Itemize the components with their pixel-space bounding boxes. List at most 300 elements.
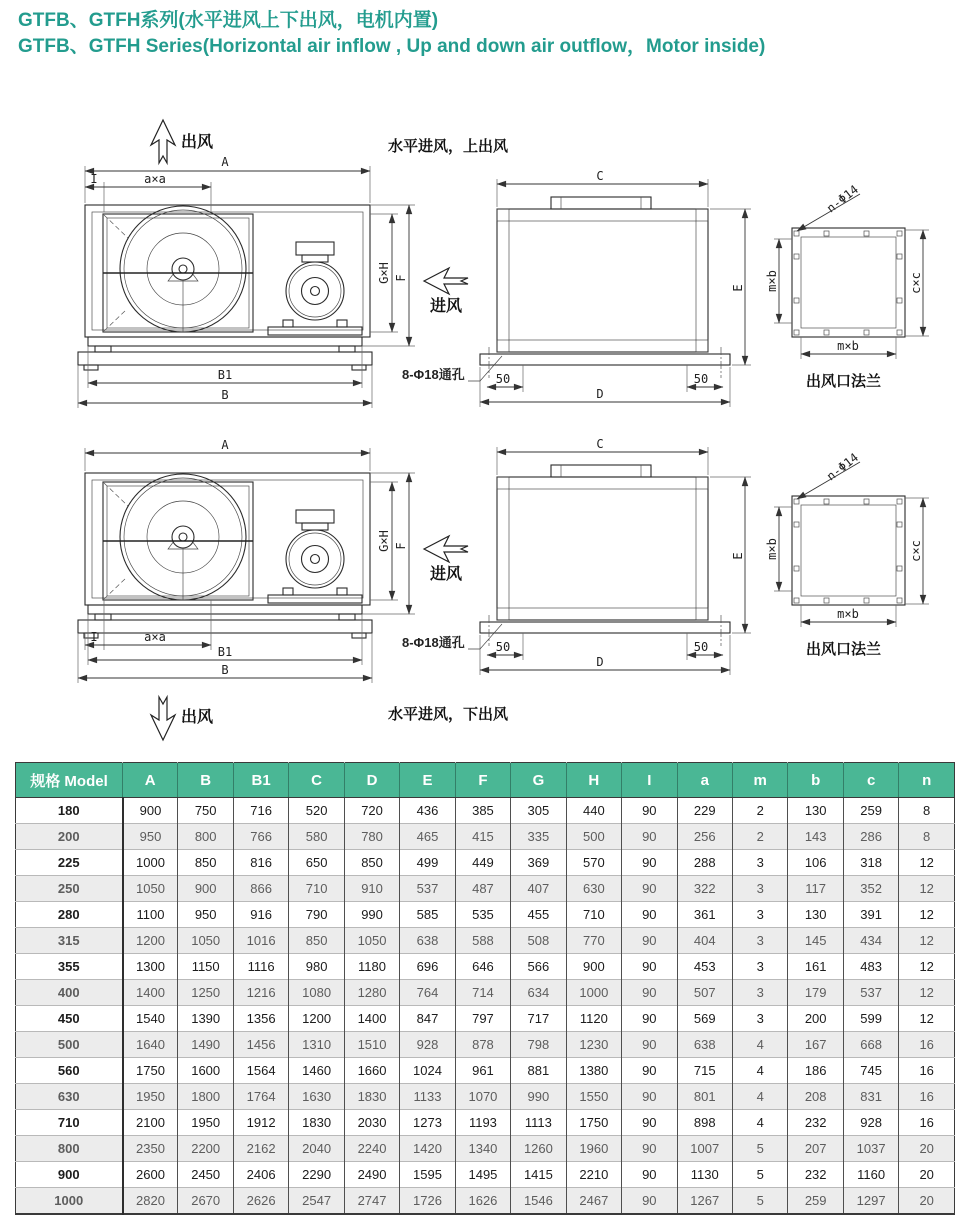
dim-cell: 3 <box>732 928 787 954</box>
dim-label-mxb-left: m×b <box>765 270 779 292</box>
dim-cell: 1260 <box>511 1136 566 1162</box>
dim-cell: 1116 <box>233 954 288 980</box>
dim-cell: 90 <box>622 1084 677 1110</box>
dim-cell: 1160 <box>843 1162 898 1188</box>
dim-cell: 90 <box>622 1136 677 1162</box>
dim-cell: 3 <box>732 980 787 1006</box>
dim-cell: 1800 <box>178 1084 233 1110</box>
dim-cell: 2350 <box>123 1136 178 1162</box>
dim-cell: 1297 <box>843 1188 898 1215</box>
dim-cell: 1960 <box>566 1136 621 1162</box>
dim-cell: 881 <box>511 1058 566 1084</box>
dim-cell: 717 <box>511 1006 566 1032</box>
dim-cell: 8 <box>899 824 955 850</box>
column-header-F: F <box>455 763 510 798</box>
dim-cell: 1273 <box>400 1110 455 1136</box>
dim-cell: 5 <box>732 1136 787 1162</box>
air-in-arrow-left-icon <box>424 268 468 294</box>
dim-cell: 1070 <box>455 1084 510 1110</box>
dim-cell: 650 <box>289 850 344 876</box>
dim-label-axa: a×a <box>144 172 166 186</box>
dim-cell: 404 <box>677 928 732 954</box>
air-in-arrow-left-icon <box>424 536 468 562</box>
dim-cell: 1180 <box>344 954 399 980</box>
dim-cell: 1456 <box>233 1032 288 1058</box>
flange-caption: 出风口法兰 <box>806 641 882 658</box>
top-flange-view <box>765 182 929 390</box>
dim-label-n14: n-Φ14 <box>823 450 862 484</box>
holes-label: 8-Φ18通孔 <box>402 367 465 382</box>
dim-cell: 305 <box>511 798 566 824</box>
dim-cell: 928 <box>843 1110 898 1136</box>
dim-cell: 16 <box>899 1110 955 1136</box>
dim-cell: 1510 <box>344 1032 399 1058</box>
dim-cell: 2 <box>732 824 787 850</box>
dim-cell: 599 <box>843 1006 898 1032</box>
model-cell: 200 <box>16 824 123 850</box>
dim-cell: 1564 <box>233 1058 288 1084</box>
dim-cell: 3 <box>732 954 787 980</box>
dim-cell: 143 <box>788 824 843 850</box>
dim-cell: 720 <box>344 798 399 824</box>
model-cell: 710 <box>16 1110 123 1136</box>
dim-cell: 1830 <box>344 1084 399 1110</box>
dim-label-GxH: G×H <box>377 530 391 552</box>
dim-cell: 12 <box>899 928 955 954</box>
dim-cell: 200 <box>788 1006 843 1032</box>
dim-cell: 535 <box>455 902 510 928</box>
dim-cell: 499 <box>400 850 455 876</box>
dim-cell: 508 <box>511 928 566 954</box>
dim-cell: 449 <box>455 850 510 876</box>
dim-cell: 630 <box>566 876 621 902</box>
dim-cell: 436 <box>400 798 455 824</box>
dim-cell: 4 <box>732 1110 787 1136</box>
dim-cell: 745 <box>843 1058 898 1084</box>
dim-cell: 950 <box>123 824 178 850</box>
dim-cell: 3 <box>732 876 787 902</box>
dim-cell: 1726 <box>400 1188 455 1215</box>
dim-cell: 816 <box>233 850 288 876</box>
dim-cell: 537 <box>400 876 455 902</box>
dim-cell: 961 <box>455 1058 510 1084</box>
dim-cell: 878 <box>455 1032 510 1058</box>
dim-cell: 1420 <box>400 1136 455 1162</box>
dim-cell: 1660 <box>344 1058 399 1084</box>
dim-cell: 500 <box>566 824 621 850</box>
dim-cell: 1200 <box>123 928 178 954</box>
dim-cell: 369 <box>511 850 566 876</box>
dim-cell: 668 <box>843 1032 898 1058</box>
column-header-n: n <box>899 763 955 798</box>
column-header-D: D <box>344 763 399 798</box>
table-row-710 <box>16 1110 955 1136</box>
flange-caption: 出风口法兰 <box>806 373 882 390</box>
dim-cell: 2040 <box>289 1136 344 1162</box>
dim-cell: 12 <box>899 980 955 1006</box>
dim-cell: 2 <box>732 798 787 824</box>
dim-cell: 566 <box>511 954 566 980</box>
dim-cell: 352 <box>843 876 898 902</box>
dim-cell: 1000 <box>123 850 178 876</box>
dim-cell: 90 <box>622 1188 677 1215</box>
dim-cell: 710 <box>289 876 344 902</box>
dim-cell: 12 <box>899 954 955 980</box>
dim-label-A: A <box>221 155 229 169</box>
dim-cell: 1007 <box>677 1136 732 1162</box>
column-header-G: G <box>511 763 566 798</box>
dim-cell: 335 <box>511 824 566 850</box>
dim-cell: 318 <box>843 850 898 876</box>
dim-label-axa: a×a <box>144 630 166 644</box>
dim-cell: 1050 <box>178 928 233 954</box>
dim-label-50-left: 50 <box>495 372 511 386</box>
dim-cell: 764 <box>400 980 455 1006</box>
model-cell: 225 <box>16 850 123 876</box>
model-cell: 500 <box>16 1032 123 1058</box>
dim-cell: 20 <box>899 1188 955 1215</box>
model-cell: 1000 <box>16 1188 123 1215</box>
dim-cell: 696 <box>400 954 455 980</box>
holes-label: 8-Φ18通孔 <box>402 635 465 650</box>
dim-cell: 1495 <box>455 1162 510 1188</box>
dim-cell: 850 <box>289 928 344 954</box>
dim-cell: 1000 <box>566 980 621 1006</box>
dim-label-cxc: c×c <box>909 272 923 294</box>
dim-cell: 507 <box>677 980 732 1006</box>
dim-cell: 90 <box>622 876 677 902</box>
dim-cell: 2210 <box>566 1162 621 1188</box>
dim-cell: 90 <box>622 1032 677 1058</box>
column-header-A: A <box>123 763 178 798</box>
table-row-1000 <box>16 1188 955 1215</box>
dim-cell: 1380 <box>566 1058 621 1084</box>
dim-label-D: D <box>596 655 604 669</box>
air-in-label: 进风 <box>430 298 463 315</box>
bottom-front-view <box>78 438 509 740</box>
dim-label-I: I <box>90 172 98 186</box>
dim-label-mxb-left: m×b <box>765 538 779 560</box>
column-header-a: a <box>677 763 732 798</box>
dim-cell: 2490 <box>344 1162 399 1188</box>
table-row-200 <box>16 824 955 850</box>
dim-cell: 1267 <box>677 1188 732 1215</box>
dim-cell: 1130 <box>677 1162 732 1188</box>
dim-cell: 1050 <box>344 928 399 954</box>
dim-cell: 361 <box>677 902 732 928</box>
dim-cell: 229 <box>677 798 732 824</box>
dim-cell: 1950 <box>123 1084 178 1110</box>
dim-cell: 1400 <box>344 1006 399 1032</box>
dim-cell: 1640 <box>123 1032 178 1058</box>
bottom-flange-view <box>765 450 929 658</box>
dim-cell: 1950 <box>178 1110 233 1136</box>
dim-cell: 1037 <box>843 1136 898 1162</box>
dim-cell: 90 <box>622 850 677 876</box>
table-row-800 <box>16 1136 955 1162</box>
dim-cell: 117 <box>788 876 843 902</box>
dim-cell: 770 <box>566 928 621 954</box>
dim-cell: 2162 <box>233 1136 288 1162</box>
dim-cell: 2240 <box>344 1136 399 1162</box>
dim-label-GxH: G×H <box>377 262 391 284</box>
dim-cell: 900 <box>123 798 178 824</box>
column-header-I: I <box>622 763 677 798</box>
dim-cell: 580 <box>289 824 344 850</box>
dim-cell: 1310 <box>289 1032 344 1058</box>
dim-cell: 20 <box>899 1162 955 1188</box>
dim-cell: 866 <box>233 876 288 902</box>
dim-cell: 2467 <box>566 1188 621 1215</box>
dim-cell: 90 <box>622 980 677 1006</box>
spec-table-header-row <box>16 763 955 798</box>
dim-cell: 186 <box>788 1058 843 1084</box>
dim-label-50-right: 50 <box>693 640 709 654</box>
table-row-315 <box>16 928 955 954</box>
dim-cell: 288 <box>677 850 732 876</box>
model-cell: 630 <box>16 1084 123 1110</box>
air-out-arrow-down-icon <box>151 697 175 740</box>
dim-cell: 207 <box>788 1136 843 1162</box>
column-header-c: c <box>843 763 898 798</box>
dim-cell: 434 <box>843 928 898 954</box>
model-cell: 800 <box>16 1136 123 1162</box>
dim-cell: 483 <box>843 954 898 980</box>
top-side-view <box>402 169 751 407</box>
dim-cell: 2030 <box>344 1110 399 1136</box>
model-cell: 315 <box>16 928 123 954</box>
dim-cell: 1100 <box>123 902 178 928</box>
dim-cell: 900 <box>566 954 621 980</box>
flange-bolt-holes <box>794 231 902 335</box>
spec-table-body <box>16 798 955 1215</box>
dim-cell: 1280 <box>344 980 399 1006</box>
model-cell: 180 <box>16 798 123 824</box>
column-header-B: B <box>178 763 233 798</box>
table-row-250 <box>16 876 955 902</box>
dim-cell: 465 <box>400 824 455 850</box>
flange-bolt-holes <box>794 499 902 603</box>
dim-cell: 2747 <box>344 1188 399 1215</box>
dim-cell: 1080 <box>289 980 344 1006</box>
dim-cell: 12 <box>899 876 955 902</box>
dim-cell: 910 <box>344 876 399 902</box>
dim-cell: 232 <box>788 1162 843 1188</box>
top-caption: 水平进风，上出风 <box>388 138 509 155</box>
dim-cell: 2450 <box>178 1162 233 1188</box>
dim-cell: 585 <box>400 902 455 928</box>
dim-cell: 1230 <box>566 1032 621 1058</box>
dim-cell: 1340 <box>455 1136 510 1162</box>
dim-cell: 1550 <box>566 1084 621 1110</box>
model-cell: 560 <box>16 1058 123 1084</box>
dim-cell: 2200 <box>178 1136 233 1162</box>
dim-label-mxb-bottom: m×b <box>837 339 859 353</box>
dim-cell: 1490 <box>178 1032 233 1058</box>
column-header-E: E <box>400 763 455 798</box>
dim-cell: 898 <box>677 1110 732 1136</box>
dim-cell: 90 <box>622 798 677 824</box>
dim-cell: 537 <box>843 980 898 1006</box>
dim-cell: 588 <box>455 928 510 954</box>
spec-table-head <box>16 763 955 798</box>
dim-cell: 1830 <box>289 1110 344 1136</box>
dim-cell: 4 <box>732 1058 787 1084</box>
dim-cell: 161 <box>788 954 843 980</box>
dim-cell: 145 <box>788 928 843 954</box>
dim-cell: 1050 <box>123 876 178 902</box>
table-row-180 <box>16 798 955 824</box>
bottom-side-view <box>402 437 751 675</box>
dim-cell: 847 <box>400 1006 455 1032</box>
dim-cell: 286 <box>843 824 898 850</box>
dim-label-50-left: 50 <box>495 640 511 654</box>
dim-cell: 1460 <box>289 1058 344 1084</box>
dim-cell: 1250 <box>178 980 233 1006</box>
dim-cell: 798 <box>511 1032 566 1058</box>
table-row-355 <box>16 954 955 980</box>
dim-cell: 950 <box>178 902 233 928</box>
dim-cell: 20 <box>899 1136 955 1162</box>
dim-cell: 322 <box>677 876 732 902</box>
dim-cell: 850 <box>178 850 233 876</box>
dim-cell: 797 <box>455 1006 510 1032</box>
dim-cell: 1150 <box>178 954 233 980</box>
dim-cell: 12 <box>899 1006 955 1032</box>
dim-cell: 1540 <box>123 1006 178 1032</box>
air-out-label: 出风 <box>181 709 214 726</box>
dim-cell: 710 <box>566 902 621 928</box>
dim-cell: 850 <box>344 850 399 876</box>
dim-cell: 385 <box>455 798 510 824</box>
dim-cell: 766 <box>233 824 288 850</box>
dim-cell: 90 <box>622 928 677 954</box>
dim-label-B: B <box>221 388 229 402</box>
bottom-caption: 水平进风，下出风 <box>388 706 509 723</box>
table-row-500 <box>16 1032 955 1058</box>
dim-label-F: F <box>394 542 408 550</box>
dim-cell: 800 <box>178 824 233 850</box>
dim-cell: 980 <box>289 954 344 980</box>
air-in-label: 进风 <box>430 566 463 583</box>
top-front-view <box>78 120 509 408</box>
dim-cell: 634 <box>511 980 566 1006</box>
dim-cell: 1546 <box>511 1188 566 1215</box>
dim-cell: 831 <box>843 1084 898 1110</box>
model-cell: 280 <box>16 902 123 928</box>
dim-label-D: D <box>596 387 604 401</box>
dim-cell: 1595 <box>400 1162 455 1188</box>
air-out-arrow-up-icon <box>151 120 175 163</box>
dim-cell: 179 <box>788 980 843 1006</box>
dim-cell: 928 <box>400 1032 455 1058</box>
model-cell: 250 <box>16 876 123 902</box>
title-en: GTFB、GTFH Series(Horizontal air inflow , Up and down air outflow，Motor inside) <box>18 36 766 57</box>
dim-cell: 1356 <box>233 1006 288 1032</box>
dim-cell: 1016 <box>233 928 288 954</box>
table-row-900 <box>16 1162 955 1188</box>
dim-cell: 391 <box>843 902 898 928</box>
dim-cell: 487 <box>455 876 510 902</box>
dim-label-B1: B1 <box>217 645 233 659</box>
dim-cell: 12 <box>899 902 955 928</box>
dim-label-cxc: c×c <box>909 540 923 562</box>
dim-cell: 916 <box>233 902 288 928</box>
dim-cell: 2600 <box>123 1162 178 1188</box>
dim-cell: 1113 <box>511 1110 566 1136</box>
dim-cell: 569 <box>677 1006 732 1032</box>
dim-cell: 415 <box>455 824 510 850</box>
dim-cell: 780 <box>344 824 399 850</box>
dim-cell: 714 <box>455 980 510 1006</box>
table-row-560 <box>16 1058 955 1084</box>
table-row-630 <box>16 1084 955 1110</box>
dim-cell: 3 <box>732 1006 787 1032</box>
dim-label-C: C <box>596 437 604 451</box>
dim-cell: 440 <box>566 798 621 824</box>
dim-cell: 1626 <box>455 1188 510 1215</box>
column-header-b: b <box>788 763 843 798</box>
dim-cell: 1200 <box>289 1006 344 1032</box>
model-cell: 450 <box>16 1006 123 1032</box>
model-cell: 900 <box>16 1162 123 1188</box>
air-out-label: 出风 <box>181 134 214 151</box>
dim-cell: 3 <box>732 850 787 876</box>
dim-cell: 716 <box>233 798 288 824</box>
spec-table <box>15 762 955 1215</box>
dim-cell: 90 <box>622 902 677 928</box>
column-header-m: m <box>732 763 787 798</box>
dim-cell: 90 <box>622 1006 677 1032</box>
dim-cell: 990 <box>511 1084 566 1110</box>
dim-cell: 2820 <box>123 1188 178 1215</box>
dim-cell: 2100 <box>123 1110 178 1136</box>
dim-cell: 4 <box>732 1084 787 1110</box>
dim-cell: 1912 <box>233 1110 288 1136</box>
dim-label-A: A <box>221 438 229 452</box>
dim-label-E: E <box>731 552 745 560</box>
column-header-H: H <box>566 763 621 798</box>
dim-cell: 3 <box>732 902 787 928</box>
table-row-400 <box>16 980 955 1006</box>
dim-cell: 1300 <box>123 954 178 980</box>
dim-cell: 990 <box>344 902 399 928</box>
column-header-B1: B1 <box>233 763 288 798</box>
dim-cell: 453 <box>677 954 732 980</box>
dim-cell: 1600 <box>178 1058 233 1084</box>
dim-cell: 130 <box>788 798 843 824</box>
dim-cell: 2406 <box>233 1162 288 1188</box>
dim-cell: 8 <box>899 798 955 824</box>
dim-cell: 16 <box>899 1058 955 1084</box>
dim-label-E: E <box>731 284 745 292</box>
dim-cell: 520 <box>289 798 344 824</box>
dim-cell: 1193 <box>455 1110 510 1136</box>
dim-cell: 256 <box>677 824 732 850</box>
dim-cell: 259 <box>843 798 898 824</box>
dim-cell: 646 <box>455 954 510 980</box>
dim-cell: 1216 <box>233 980 288 1006</box>
dim-cell: 90 <box>622 1162 677 1188</box>
dim-cell: 900 <box>178 876 233 902</box>
table-row-450 <box>16 1006 955 1032</box>
model-cell: 355 <box>16 954 123 980</box>
dim-cell: 1400 <box>123 980 178 1006</box>
dim-cell: 167 <box>788 1032 843 1058</box>
dim-cell: 1750 <box>566 1110 621 1136</box>
dim-cell: 1764 <box>233 1084 288 1110</box>
column-header-规格 Model: 规格 Model <box>16 763 123 798</box>
